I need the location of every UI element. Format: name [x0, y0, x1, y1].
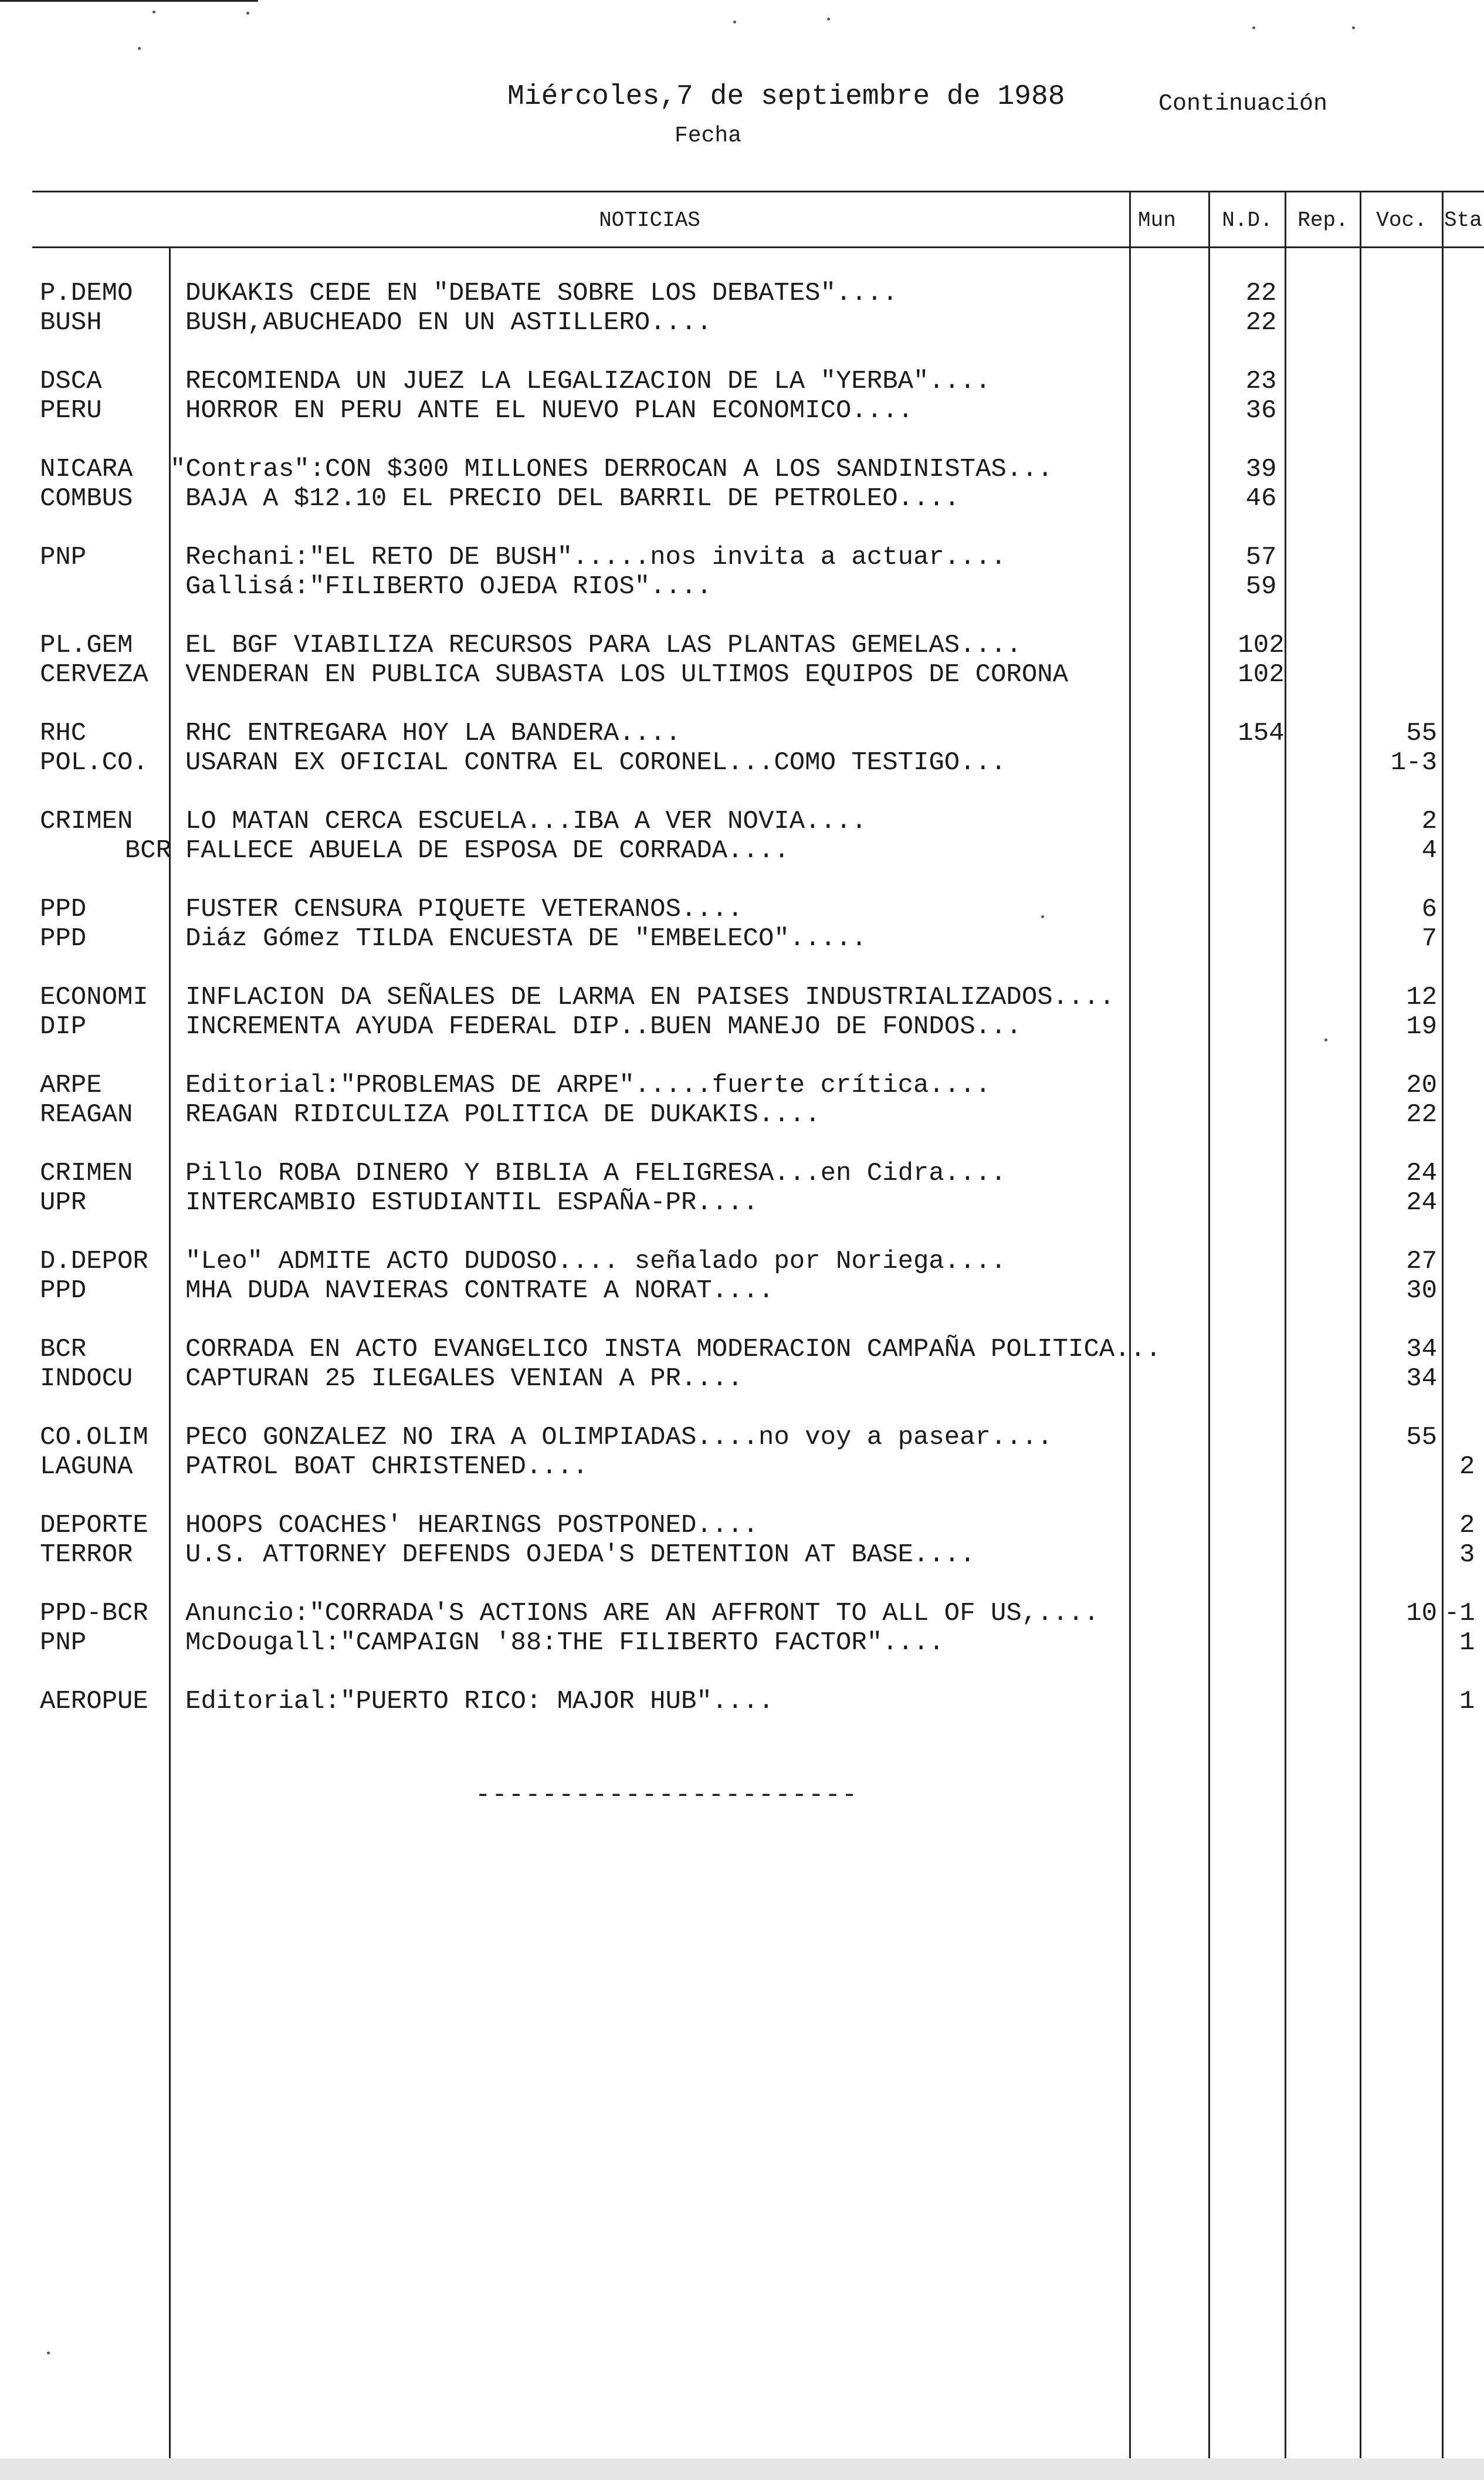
row-code: COMBUS	[40, 484, 133, 513]
scan-speck	[1352, 26, 1355, 29]
row-code: INDOCU	[40, 1364, 133, 1393]
table-row	[0, 484, 1484, 513]
row-voc: 1-3	[1390, 748, 1437, 777]
row-sta: -1	[1444, 1599, 1475, 1628]
row-headline: BUSH,ABUCHEADO EN UN ASTILLERO....	[185, 308, 712, 337]
row-headline: EL BGF VIABILIZA RECURSOS PARA LAS PLANTAS GEMELAS....	[185, 631, 1022, 660]
row-headline: FUSTER CENSURA PIQUETE VETERANOS....	[185, 895, 743, 924]
table-row	[0, 631, 1484, 660]
row-code: CO.OLIM	[40, 1423, 148, 1452]
row-voc: 6	[1421, 895, 1437, 924]
nd-column-left-divider	[1208, 191, 1210, 2470]
row-code: ARPE	[40, 1071, 102, 1100]
table-row	[0, 1335, 1484, 1364]
row-code: PNP	[40, 543, 87, 572]
row-voc: 27	[1406, 1247, 1437, 1276]
row-headline: McDougall:"CAMPAIGN '88:THE FILIBERTO FACTOR"....	[185, 1628, 944, 1657]
row-headline: Anuncio:"CORRADA'S ACTIONS ARE AN AFFRONT TO ALL OF US,....	[185, 1599, 1099, 1628]
table-row	[0, 396, 1484, 425]
table-row	[0, 367, 1484, 396]
scan-speck	[1324, 1038, 1327, 1041]
row-voc: 10	[1406, 1599, 1437, 1628]
row-headline: "Contras":CON $300 MILLONES DERROCAN A LOS SANDINISTAS...	[170, 455, 1053, 484]
row-nd: 22	[1245, 308, 1277, 337]
scan-speck	[827, 18, 830, 21]
table-row	[0, 924, 1484, 953]
row-headline: Gallisá:"FILIBERTO OJEDA RIOS"....	[185, 572, 712, 601]
table-row	[0, 660, 1484, 689]
row-sta: 1	[1459, 1687, 1475, 1716]
row-code: PPD	[40, 895, 87, 924]
row-code: PPD-BCR	[40, 1599, 148, 1628]
mun-column-left-divider	[1129, 191, 1131, 2470]
table-row	[0, 308, 1484, 337]
end-separator: -----------------------	[475, 1781, 859, 1810]
row-headline: FALLECE ABUELA DE ESPOSA DE CORRADA....	[185, 836, 790, 865]
row-sta: 1	[1459, 1628, 1475, 1657]
table-top-rule	[32, 191, 1484, 192]
row-nd: 23	[1245, 367, 1277, 396]
row-sta: 2	[1459, 1452, 1475, 1481]
table-row	[0, 807, 1484, 836]
row-headline: USARAN EX OFICIAL CONTRA EL CORONEL...COMO TESTIGO...	[185, 748, 1007, 777]
row-code: PL.GEM	[40, 631, 133, 660]
row-voc: 34	[1406, 1364, 1437, 1393]
row-code: AEROPUE	[40, 1687, 148, 1716]
table-row	[0, 1100, 1484, 1129]
row-voc: 12	[1406, 983, 1437, 1012]
row-code: LAGUNA	[40, 1452, 133, 1481]
row-code: DEPORTE	[40, 1511, 148, 1540]
table-row	[0, 1159, 1484, 1188]
row-voc: 55	[1406, 719, 1437, 748]
row-headline: RHC ENTREGARA HOY LA BANDERA....	[185, 719, 681, 748]
row-sta: 2	[1459, 1511, 1475, 1540]
row-headline: "Leo" ADMITE ACTO DUDOSO.... señalado por Noriega....	[185, 1247, 1007, 1276]
table-row	[0, 1276, 1484, 1305]
row-nd: 102	[1238, 660, 1285, 689]
table-row	[0, 1628, 1484, 1657]
table-row	[0, 1071, 1484, 1100]
row-headline: DUKAKIS CEDE EN "DEBATE SOBRE LOS DEBATES"....	[185, 279, 898, 308]
table-row	[0, 719, 1484, 748]
table-row	[0, 1423, 1484, 1452]
row-code: NICARA	[40, 455, 133, 484]
row-nd: 59	[1245, 572, 1277, 601]
table-row	[0, 1687, 1484, 1716]
row-headline: HORROR EN PERU ANTE EL NUEVO PLAN ECONOMICO....	[185, 396, 914, 425]
row-code: PPD	[40, 924, 87, 953]
row-headline: U.S. ATTORNEY DEFENDS OJEDA'S DETENTION AT BASE....	[185, 1540, 975, 1569]
row-code: RHC	[40, 719, 87, 748]
table-row	[0, 1540, 1484, 1569]
column-header-mun: Mun	[1138, 208, 1176, 232]
table-row	[0, 455, 1484, 484]
row-voc: 22	[1406, 1100, 1437, 1129]
scan-speck	[153, 11, 155, 13]
row-headline: CAPTURAN 25 ILEGALES VENIAN A PR....	[185, 1364, 743, 1393]
row-nd: 57	[1245, 543, 1277, 572]
row-voc: 20	[1406, 1071, 1437, 1100]
row-sta: 3	[1459, 1540, 1475, 1569]
row-code: PNP	[40, 1628, 87, 1657]
row-headline: BAJA A $12.10 EL PRECIO DEL BARRIL DE PETROLEO....	[185, 484, 960, 513]
row-headline: INCREMENTA AYUDA FEDERAL DIP..BUEN MANEJO DE FONDOS...	[185, 1012, 1022, 1041]
table-row	[0, 1012, 1484, 1041]
row-nd: 154	[1238, 719, 1285, 748]
row-voc: 34	[1406, 1335, 1437, 1364]
column-header-noticias: NOTICIAS	[599, 208, 700, 232]
row-voc: 4	[1421, 836, 1437, 865]
column-header-nd: N.D.	[1222, 208, 1273, 232]
rep-column-left-divider	[1285, 191, 1286, 2470]
column-header-voc: Voc.	[1376, 208, 1427, 232]
table-row	[0, 572, 1484, 601]
row-headline: INTERCAMBIO ESTUDIANTIL ESPAÑA-PR....	[185, 1188, 758, 1217]
row-code: BCR	[40, 1335, 87, 1364]
row-voc: 2	[1421, 807, 1437, 836]
table-row	[0, 1511, 1484, 1540]
row-code: REAGAN	[40, 1100, 133, 1129]
sta-column-left-divider	[1442, 191, 1444, 2470]
table-row	[0, 1452, 1484, 1481]
date-underline	[0, 0, 258, 2]
row-nd: 46	[1245, 484, 1277, 513]
table-row	[0, 748, 1484, 777]
row-code: CERVEZA	[40, 660, 148, 689]
row-headline: PATROL BOAT CHRISTENED....	[185, 1452, 588, 1481]
table-row	[0, 1188, 1484, 1217]
scan-speck	[138, 47, 141, 50]
scan-speck	[246, 12, 249, 15]
row-voc: 30	[1406, 1276, 1437, 1305]
scan-speck	[1252, 26, 1255, 29]
row-headline: MHA DUDA NAVIERAS CONTRATE A NORAT....	[185, 1276, 774, 1305]
row-code: UPR	[40, 1188, 87, 1217]
table-header-rule	[32, 246, 1484, 248]
row-code: DIP	[40, 1012, 87, 1041]
row-headline: INFLACION DA SEÑALES DE LARMA EN PAISES INDUSTRIALIZADOS....	[185, 983, 1115, 1012]
row-nd: 39	[1245, 455, 1277, 484]
row-headline: VENDERAN EN PUBLICA SUBASTA LOS ULTIMOS EQUIPOS DE CORONA	[185, 660, 1069, 689]
row-headline: RECOMIENDA UN JUEZ LA LEGALIZACION DE LA "YERBA"....	[185, 367, 991, 396]
row-headline: Rechani:"EL RETO DE BUSH".....nos invita a actuar....	[185, 543, 1007, 572]
scan-bottom-edge	[0, 2458, 1484, 2480]
row-nd: 36	[1245, 396, 1277, 425]
row-code: POL.CO.	[40, 748, 148, 777]
row-code: BUSH	[40, 308, 102, 337]
date-label: Fecha	[675, 123, 742, 148]
row-nd: 102	[1238, 631, 1285, 660]
row-code: PERU	[40, 396, 102, 425]
row-headline: LO MATAN CERCA ESCUELA...IBA A VER NOVIA....	[185, 807, 867, 836]
row-headline: PECO GONZALEZ NO IRA A OLIMPIADAS....no voy a pasear....	[185, 1423, 1053, 1452]
row-nd: 22	[1245, 279, 1277, 308]
table-row	[0, 983, 1484, 1012]
date-text: Miércoles,7 de septiembre de 1988	[507, 81, 1065, 113]
row-headline: Editorial:"PUERTO RICO: MAJOR HUB"....	[185, 1687, 774, 1716]
scan-speck	[1041, 915, 1044, 918]
row-code: D.DEPOR	[40, 1247, 148, 1276]
row-code: TERROR	[40, 1540, 133, 1569]
row-code: ECONOMI	[40, 983, 148, 1012]
row-code: P.DEMO	[40, 279, 133, 308]
row-voc: 19	[1406, 1012, 1437, 1041]
row-code: CRIMEN	[40, 807, 133, 836]
column-header-sta: Sta	[1444, 208, 1482, 232]
row-code: BCR	[124, 836, 171, 865]
table-row	[0, 1247, 1484, 1276]
table-row	[0, 895, 1484, 924]
column-header-rep: Rep.	[1297, 208, 1349, 232]
row-voc: 7	[1421, 924, 1437, 953]
table-row	[0, 836, 1484, 865]
row-voc: 24	[1406, 1159, 1437, 1188]
voc-column-left-divider	[1360, 191, 1361, 2470]
table-row	[0, 279, 1484, 308]
row-headline: REAGAN RIDICULIZA POLITICA DE DUKAKIS....	[185, 1100, 821, 1129]
row-code: PPD	[40, 1276, 87, 1305]
row-headline: Pillo ROBA DINERO Y BIBLIA A FELIGRESA...en Cidra....	[185, 1159, 1007, 1188]
row-headline: HOOPS COACHES' HEARINGS POSTPONED....	[185, 1511, 758, 1540]
table-row	[0, 1599, 1484, 1628]
continuation-label: Continuación	[1158, 91, 1328, 117]
scan-speck	[733, 21, 736, 23]
row-code: DSCA	[40, 367, 102, 396]
row-headline: CORRADA EN ACTO EVANGELICO INSTA MODERACION CAMPAÑA POLITICA...	[185, 1335, 1161, 1364]
table-row	[0, 543, 1484, 572]
row-code: CRIMEN	[40, 1159, 133, 1188]
row-headline: Editorial:"PROBLEMAS DE ARPE".....fuerte crítica....	[185, 1071, 991, 1100]
table-row	[0, 1364, 1484, 1393]
row-voc: 55	[1406, 1423, 1437, 1452]
scan-speck	[47, 2352, 50, 2354]
row-headline: Diáz Gómez TILDA ENCUESTA DE "EMBELECO".....	[185, 924, 867, 953]
row-voc: 24	[1406, 1188, 1437, 1217]
